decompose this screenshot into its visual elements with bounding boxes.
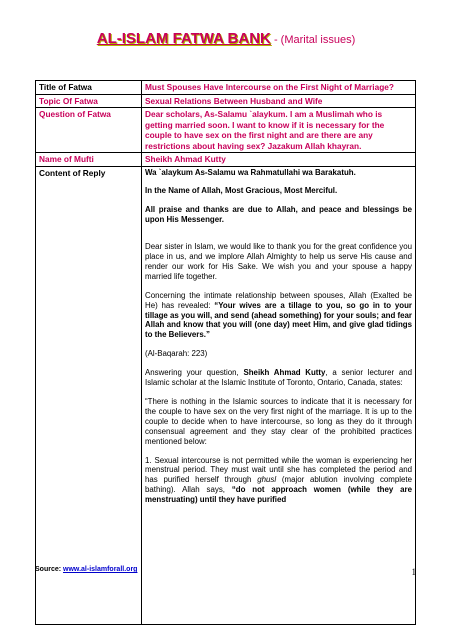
quran-citation: (Al-Baqarah: 223): [145, 349, 208, 359]
reply-paragraph-4: “There is nothing in the Islamic sources to indicate that it is necessary for the couple to have sex on the very first night of the marriage. It is up to the couple to decide when to have intercourse, so long as they do it through consensual agreement and they stay clear of the prohibited practices mentioned below:: [145, 397, 412, 446]
source-link[interactable]: www.al-islamforall.org: [63, 566, 138, 573]
title-separator: -: [270, 34, 281, 46]
reply-paragraph-2: Concerning the intimate relationship between spouses, Allah (Exalted be He) has revealed: “Your wives are a tillage to you, so go in to your tillage as you will, and send (ahead something) for your souls; and fear Allah and know that you will (one day) meet Him, and give glad tidings to the Believers.”: [145, 290, 412, 340]
reply-praise: All praise and thanks are due to Allah, and peace and blessings be upon His Messenger.: [145, 205, 412, 225]
reply-paragraph-1: Dear sister in Islam, we would like to thank you for the great confidence you place in us, and we implore Allah Almighty to help us serve His cause and render our work for His Sake. We wish you and your spouse a happy married life together.: [145, 242, 412, 281]
title-row: [36, 81, 416, 95]
mufti-value: Sheikh Ahmad Kutty: [142, 153, 416, 167]
page-number: 1: [411, 567, 416, 577]
scholar-name: Sheikh Ahmad Kutty: [243, 368, 326, 378]
reply-greeting: Wa `alaykum As-Salamu wa Rahmatullahi wa Barakatuh.: [145, 167, 356, 177]
page-header: [0, 30, 452, 48]
title-label: Title of Fatwa: [36, 81, 142, 95]
question-label: Question of Fatwa: [36, 108, 142, 153]
reply-label: Content of Reply: [36, 166, 142, 624]
reply-content: [142, 166, 416, 624]
question-value: Dear scholars, As-Salamu `alaykum. I am a Muslimah who is getting married soon. I want to know if it is necessary for the couple to have sex on the first night and are there are any restrictions about having sex? Jazakum Allah khayran.: [142, 108, 416, 153]
reply-row: [36, 166, 416, 624]
fatwa-table: [35, 80, 416, 625]
quran-quote: “Your wives are a tillage to you, so go in to your tillage as you will, and send (ahead something) for your souls; and fear Allah and know that you will (one day) meet Him, and give glad tidings to the Believers.”: [145, 300, 412, 340]
topic-label: Topic Of Fatwa: [36, 94, 142, 108]
ghusl-term: ghusl: [257, 475, 277, 485]
source-label: Source:: [35, 566, 64, 573]
page-subtitle: (Marital issues): [280, 34, 356, 46]
reply-paragraph-3: Answering your question, Sheikh Ahmad Kutty, a senior lecturer and Islamic scholar at the Islamic Institute of Toronto, Ontario, Canada, states:: [145, 368, 412, 388]
title-value: Must Spouses Have Intercourse on the First Night of Marriage?: [142, 81, 416, 95]
topic-row: [36, 94, 416, 108]
mufti-label: Name of Mufti: [36, 153, 142, 167]
reply-paragraph-5: 1. Sexual intercourse is not permitted while the woman is experiencing her menstrual period. They must wait until she has completed the period and has purified herself through ghusl (major ablution involving complete bathing). Allah says, “do not approach women (while they are menstruating) until they have purified: [145, 455, 412, 505]
source-footer: [35, 566, 137, 573]
reply-bismillah: In the Name of Allah, Most Gracious, Most Merciful.: [145, 186, 338, 196]
mufti-row: [36, 153, 416, 167]
quran-quote-2: “do not approach women (while they are menstruating) until they have purified: [145, 485, 412, 505]
question-row: [36, 108, 416, 153]
topic-value: Sexual Relations Between Husband and Wife: [142, 94, 416, 108]
page-title: AL-ISLAM FATWA BANK: [96, 30, 271, 47]
